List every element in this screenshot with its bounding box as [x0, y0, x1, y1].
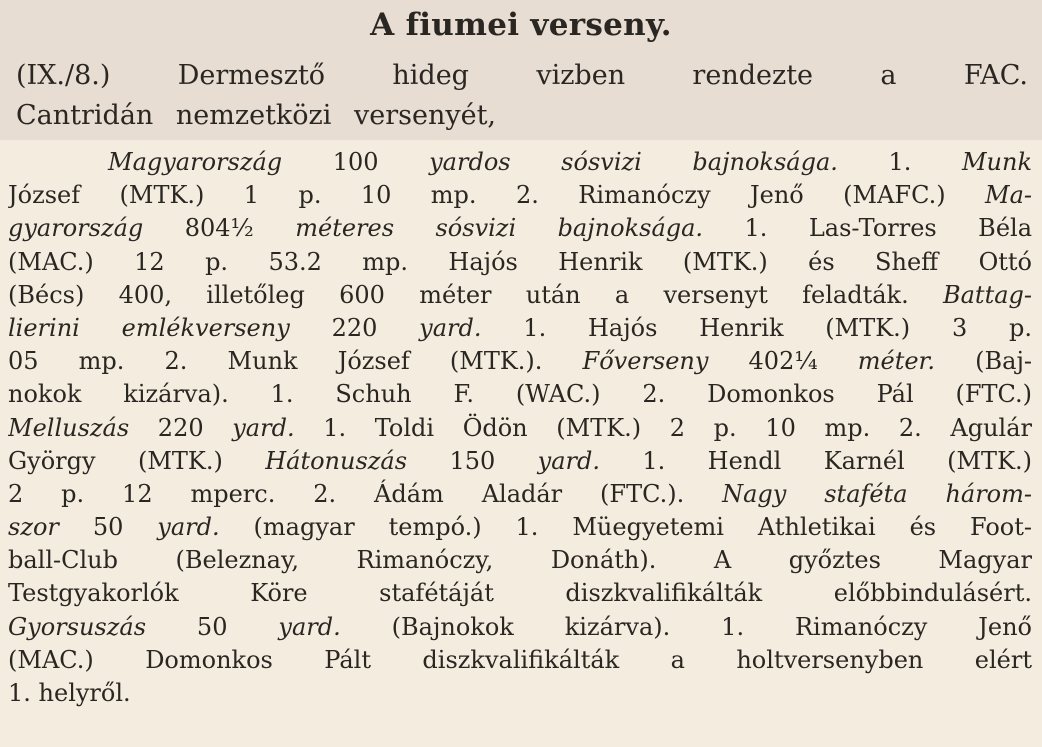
text-segment: 1. Hendl Karnél (MTK.)	[600, 446, 1032, 475]
italic-text: Főverseny	[582, 347, 709, 376]
text-segment: 1. Hajós Henrik (MTK.) 3 p.	[481, 313, 1032, 342]
italic-text: Magyarország	[108, 148, 283, 176]
italic-text: Battag-	[942, 280, 1032, 309]
text-segment: (MAC.) Domonkos Pált diszkvalifikálták a holtversenyben elért	[8, 645, 1032, 674]
results-line	[8, 179, 1032, 212]
italic-text: szor	[8, 513, 59, 542]
text-segment: 1. Las-Torres Béla	[703, 214, 1032, 243]
text-segment: (MAC.) 12 p. 53.2 mp. Hajós Henrik (MTK.) és Sheff Ottó	[8, 247, 1032, 276]
text-segment: 804½	[143, 214, 296, 243]
italic-text: gyarország	[8, 214, 144, 243]
italic-text: yard.	[232, 413, 295, 442]
text-segment: 50	[58, 513, 158, 542]
italic-text: Munk	[961, 148, 1032, 176]
results-line	[8, 246, 1032, 279]
text-segment: 220	[289, 313, 420, 342]
italic-text: yard.	[419, 313, 482, 342]
results-line	[8, 412, 1032, 445]
results-line	[8, 445, 1032, 478]
italic-text: lierini emlékverseny	[8, 313, 290, 342]
italic-text: Nagy staféta három-	[722, 479, 1032, 508]
italic-text: yard.	[537, 446, 600, 475]
text-segment: 100	[282, 148, 430, 176]
text-segment: 50	[146, 612, 279, 641]
results-line	[8, 511, 1032, 544]
italic-text: Gyorsuszás	[8, 612, 147, 641]
text-segment: Testgyakorlók Köre stafétáját diszkvalifikálták előbbindulásért.	[8, 579, 1032, 608]
results-line	[8, 312, 1032, 345]
results-line	[8, 577, 1032, 610]
italic-text: yardos sósvizi bajnoksága.	[429, 148, 838, 176]
text-segment: 402¼	[708, 347, 858, 376]
results-line	[8, 345, 1032, 378]
italic-text: yard.	[157, 513, 220, 542]
text-segment: György (MTK.)	[8, 446, 266, 475]
intro-line-1: (IX./8.) Dermesztő hideg vizben rendezte a FAC.	[16, 60, 1028, 91]
text-segment: 1. helyről.	[8, 679, 131, 707]
italic-text: méter.	[857, 347, 936, 376]
results-line	[8, 146, 1032, 179]
text-segment: (Baj-	[935, 347, 1032, 376]
article-title: A fiumei verseny.	[370, 7, 672, 43]
text-segment: (magyar tempó.) 1. Müegyetemi Athletikai és Foot-	[219, 513, 1032, 542]
results-line	[8, 378, 1032, 411]
text-segment: 05 mp. 2. Munk József (MTK.).	[8, 347, 583, 376]
text-segment: 2 p. 12 mperc. 2. Ádám Aladár (FTC.).	[8, 479, 723, 508]
italic-text: yard.	[278, 612, 341, 641]
italic-text: Ma-	[985, 181, 1032, 210]
text-segment: (Bécs) 400, illetőleg 600 méter után a versenyt feladták.	[8, 280, 943, 309]
italic-text: Hátonuszás	[265, 446, 408, 475]
text-segment: nokok kizárva). 1. Schuh F. (WAC.) 2. Domonkos Pál (FTC.)	[8, 380, 1032, 409]
text-segment: (Bajnokok kizárva). 1. Rimanóczy Jenő	[340, 612, 1032, 641]
italic-text: méteres sósvizi bajnoksága.	[295, 214, 704, 243]
text-segment: József (MTK.) 1 p. 10 mp. 2. Rimanóczy Jenő (MAFC.)	[8, 181, 985, 210]
results-line	[8, 212, 1032, 245]
text-segment: 1.	[837, 148, 962, 176]
results-line	[8, 478, 1032, 511]
text-segment: ball-Club (Beleznay, Rimanóczy, Donáth). A győztes Magyar	[8, 546, 1032, 575]
results-line	[8, 279, 1032, 312]
results-line	[8, 677, 1032, 710]
text-segment: 1. Toldi Ödön (MTK.) 2 p. 10 mp. 2. Agulár	[294, 413, 1032, 442]
text-segment: 220	[129, 413, 233, 442]
results-paragraph	[8, 146, 1032, 710]
intro-line-2: Cantridán nemzetközi versenyét,	[16, 100, 496, 131]
results-line	[8, 644, 1032, 677]
italic-text: Melluszás	[8, 413, 130, 442]
results-line	[8, 611, 1032, 644]
results-line	[8, 544, 1032, 577]
text-segment: 150	[407, 446, 538, 475]
